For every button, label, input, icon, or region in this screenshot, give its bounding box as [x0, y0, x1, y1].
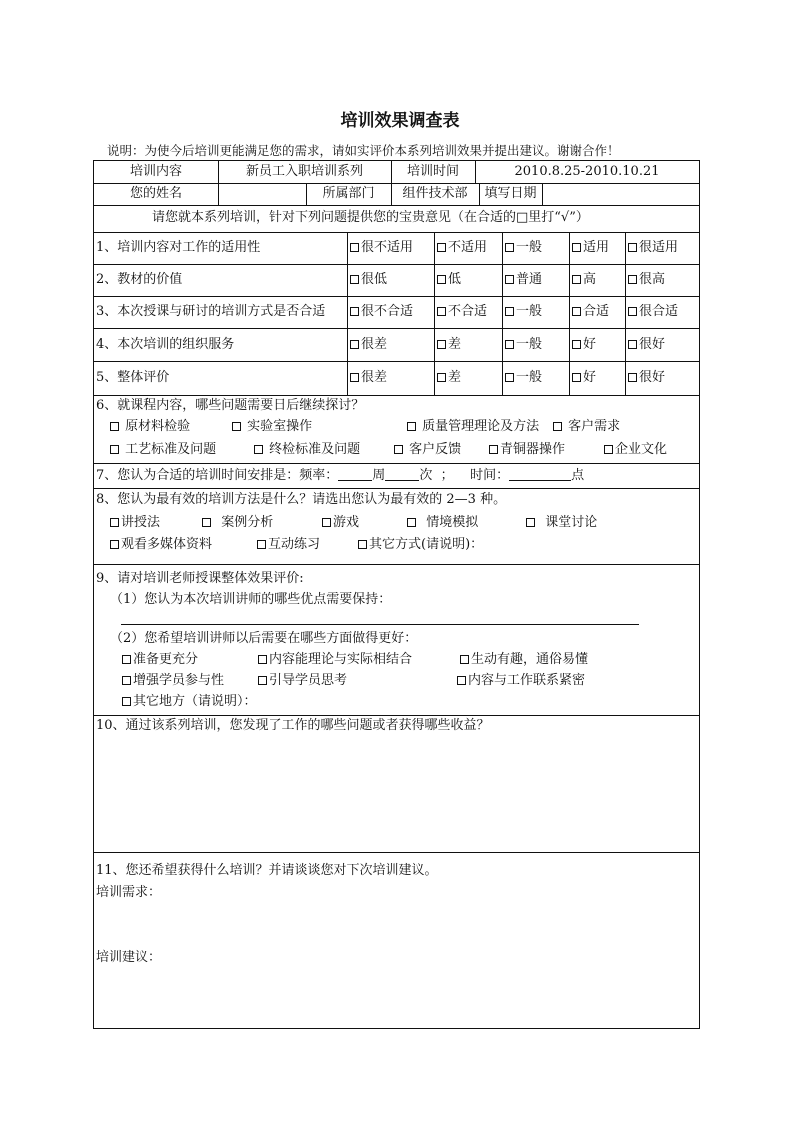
col-divider: [502, 232, 503, 395]
checkbox-icon: [122, 676, 131, 685]
q9-sub1: （1）您认为本次培训讲师的哪些优点需要保持：: [110, 592, 392, 607]
checkbox-icon: [407, 518, 416, 527]
rating-question: 2、教材的价值: [96, 272, 183, 287]
row-divider: [94, 205, 699, 206]
checkbox-icon: [489, 445, 498, 454]
rating-option[interactable]: 低: [437, 272, 461, 288]
row-divider: [94, 183, 699, 184]
date-label: 填写日期: [484, 186, 537, 201]
checkbox-icon: [572, 243, 581, 252]
checkbox-icon: [572, 275, 581, 284]
topic-option[interactable]: 企业文化: [604, 442, 667, 458]
checkbox-icon: [628, 243, 637, 252]
time-blank[interactable]: [509, 480, 571, 481]
q10-answer-area[interactable]: [94, 739, 699, 849]
checkbox-icon: [604, 445, 613, 454]
method-option[interactable]: 互动练习: [257, 537, 320, 553]
improve-option[interactable]: 内容能理论与实际相结合: [258, 652, 412, 668]
content-label: 培训内容: [129, 164, 182, 179]
checkbox-icon: [257, 540, 266, 549]
checkbox-icon: [437, 243, 446, 252]
page-title: 培训效果调查表: [340, 111, 460, 131]
checkbox-icon: [628, 373, 637, 382]
row-divider: [94, 395, 699, 396]
row-divider: [94, 264, 699, 265]
checkbox-icon: [526, 518, 535, 527]
checkbox-icon: [350, 275, 359, 284]
col-divider: [569, 232, 570, 395]
rating-option[interactable]: 很差: [350, 337, 387, 353]
row-divider: [94, 715, 699, 716]
checkbox-icon: [628, 307, 637, 316]
rating-option[interactable]: 合适: [572, 304, 609, 320]
q9-question: 9、请对培训老师授课整体效果评价:: [96, 571, 304, 586]
rating-option[interactable]: 一般: [505, 304, 542, 320]
checkbox-icon: [628, 275, 637, 284]
q8-question: 8、您认为最有效的培训方法是什么？请选出您认为最有效的 2—3 种。: [96, 492, 507, 507]
checkbox-icon: [572, 340, 581, 349]
q7-separator: ；: [440, 468, 454, 483]
strengths-answer-line[interactable]: [121, 624, 639, 625]
row-divider: [94, 463, 699, 464]
rating-option[interactable]: 适用: [572, 240, 609, 256]
col-divider: [625, 232, 626, 395]
rating-option[interactable]: 很适用: [628, 240, 678, 256]
survey-form: [93, 160, 700, 1029]
checkbox-icon: [110, 445, 119, 454]
checkbox-icon: [437, 275, 446, 284]
checkbox-icon: [505, 307, 514, 316]
freq-times-blank[interactable]: [385, 480, 419, 481]
freq-week-blank[interactable]: [338, 480, 372, 481]
method-option[interactable]: 案例分析: [202, 515, 273, 531]
checkbox-icon: [258, 676, 267, 685]
q10-question: 10、通过该系列培训，您发现了工作的哪些问题或者获得哪些收益？: [96, 718, 490, 733]
checkbox-icon: [110, 518, 119, 527]
rating-question: 5、整体评价: [96, 370, 170, 385]
name-label: 您的姓名: [129, 186, 182, 201]
method-option[interactable]: 观看多媒体资料: [110, 537, 212, 553]
rating-option[interactable]: 好: [572, 370, 596, 386]
suggest-label: 培训建议：: [96, 950, 162, 965]
dept-value[interactable]: 组件技术部: [402, 186, 468, 201]
checkbox-icon: [350, 307, 359, 316]
time-value[interactable]: 2010.8.25-2010.10.21: [514, 164, 660, 179]
rating-question: 1、培训内容对工作的适用性: [96, 240, 261, 255]
q7-freq-label: 频率：: [299, 468, 339, 483]
q7-question: 7、您认为合适的培训时间安排是：: [96, 468, 300, 483]
topic-option[interactable]: 原材料检验: [110, 419, 190, 435]
q6-question: 6、就课程内容，哪些问题需要日后继续探讨？: [96, 398, 365, 413]
checkbox-icon: [110, 422, 119, 431]
topic-option[interactable]: 青铜器操作: [489, 442, 565, 458]
topic-option[interactable]: 实验室操作: [232, 419, 312, 435]
row-divider: [94, 564, 699, 565]
instruction-note: 说明：为使今后培训更能满足您的需求，请如实评价本系列培训效果并提出建议。谢谢合作！: [107, 143, 620, 158]
checkbox-icon: [437, 307, 446, 316]
topic-option[interactable]: 客户需求: [553, 419, 620, 435]
improve-option[interactable]: 生动有趣，通俗易懂: [460, 652, 588, 668]
method-option[interactable]: 游戏: [322, 515, 359, 531]
rating-option[interactable]: 差: [437, 370, 461, 386]
rating-option[interactable]: 一般: [505, 240, 542, 256]
rating-option[interactable]: 很不适用: [350, 240, 413, 256]
rating-question: 3、本次授课与研讨的培训方式是否合适: [96, 304, 326, 319]
rating-option[interactable]: 好: [572, 337, 596, 353]
rating-option[interactable]: 很好: [628, 370, 665, 386]
rating-option[interactable]: 很合适: [628, 304, 678, 320]
need-label: 培训需求：: [96, 885, 162, 900]
checkbox-icon: [202, 518, 211, 527]
q11-question: 11、您还希望获得什么培训？并请谈谈您对下次培训建议。: [96, 863, 438, 878]
improve-option[interactable]: 准备更充分: [122, 652, 198, 668]
checkbox-icon: [505, 275, 514, 284]
rating-option[interactable]: 一般: [505, 370, 542, 386]
rating-question: 4、本次培训的组织服务: [96, 337, 235, 352]
time-label: 培训时间: [406, 164, 459, 179]
improve-option[interactable]: 其它地方（请说明）：: [122, 694, 257, 710]
q7-oclock-unit: 点: [571, 468, 585, 483]
dept-label: 所属部门: [322, 186, 375, 201]
q7-times-unit: 次: [419, 468, 433, 483]
rating-option[interactable]: 很高: [628, 272, 665, 288]
rating-option[interactable]: 不合适: [437, 304, 487, 320]
topic-option[interactable]: 质量管理理论及方法: [407, 419, 539, 435]
rating-option[interactable]: 差: [437, 337, 461, 353]
q9-sub2: （2）您希望培训讲师以后需要在哪些方面做得更好：: [110, 631, 418, 646]
row-divider: [94, 232, 699, 233]
improve-option[interactable]: 增强学员参与性: [122, 673, 224, 689]
checkbox-icon: [350, 373, 359, 382]
row-divider: [94, 328, 699, 329]
checkbox-icon: [505, 373, 514, 382]
checkbox-icon: [322, 518, 331, 527]
checkbox-icon: [358, 540, 367, 549]
checkbox-icon: [628, 340, 637, 349]
row-divider: [94, 361, 699, 362]
checkbox-icon: [572, 373, 581, 382]
checkbox-icon: [505, 243, 514, 252]
checkbox-icon: [407, 422, 416, 431]
checkbox-icon: [254, 445, 263, 454]
checkbox-icon: [457, 676, 466, 685]
method-option[interactable]: 其它方式(请说明)：: [358, 537, 483, 553]
q7-week-unit: 周: [372, 468, 386, 483]
q7-row: [96, 468, 584, 484]
row-divider: [94, 488, 699, 489]
need-answer-area[interactable]: [174, 883, 699, 943]
method-option[interactable]: 课堂讨论: [526, 515, 597, 531]
col-divider: [434, 232, 435, 395]
checkbox-icon: [110, 540, 119, 549]
rating-option[interactable]: 很好: [628, 337, 665, 353]
method-option[interactable]: 情境模拟: [407, 515, 478, 531]
col-divider: [542, 183, 543, 205]
rating-option[interactable]: 不适用: [437, 240, 487, 256]
method-option[interactable]: 讲授法: [110, 515, 160, 531]
row-divider: [94, 296, 699, 297]
col-divider: [347, 232, 348, 395]
rating-option[interactable]: 很低: [350, 272, 387, 288]
checkbox-icon: [437, 373, 446, 382]
checkbox-icon: [258, 655, 267, 664]
checkbox-icon: [553, 422, 562, 431]
rating-option[interactable]: 一般: [505, 337, 542, 353]
rating-option[interactable]: 普通: [505, 272, 542, 288]
improve-option[interactable]: 内容与工作联系紧密: [457, 673, 585, 689]
checkbox-icon: [122, 697, 131, 706]
rating-option[interactable]: 很差: [350, 370, 387, 386]
suggest-answer-area[interactable]: [174, 948, 699, 1023]
content-value[interactable]: 新员工入职培训系列: [245, 164, 363, 179]
checkbox-icon: [572, 307, 581, 316]
checkbox-icon: [437, 340, 446, 349]
checkbox-icon: [394, 445, 403, 454]
checkbox-icon: [505, 340, 514, 349]
checkbox-icon: [350, 340, 359, 349]
row-divider: [94, 852, 699, 853]
checkbox-icon: [122, 655, 131, 664]
checkbox-icon: [350, 243, 359, 252]
rating-option[interactable]: 高: [572, 272, 596, 288]
rating-instruction: 请您就本系列培训，针对下列问题提供您的宝贵意见（在合适的□里打“√”）: [152, 210, 589, 225]
topic-option[interactable]: 客户反馈: [394, 442, 461, 458]
topic-option[interactable]: 工艺标准及问题: [110, 442, 216, 458]
rating-option[interactable]: 很不合适: [350, 304, 413, 320]
checkbox-icon: [460, 655, 469, 664]
topic-option[interactable]: 终检标准及问题: [254, 442, 360, 458]
checkbox-icon: [232, 422, 241, 431]
improve-option[interactable]: 引导学员思考: [258, 673, 347, 689]
q7-time-label: 时间：: [470, 468, 510, 483]
